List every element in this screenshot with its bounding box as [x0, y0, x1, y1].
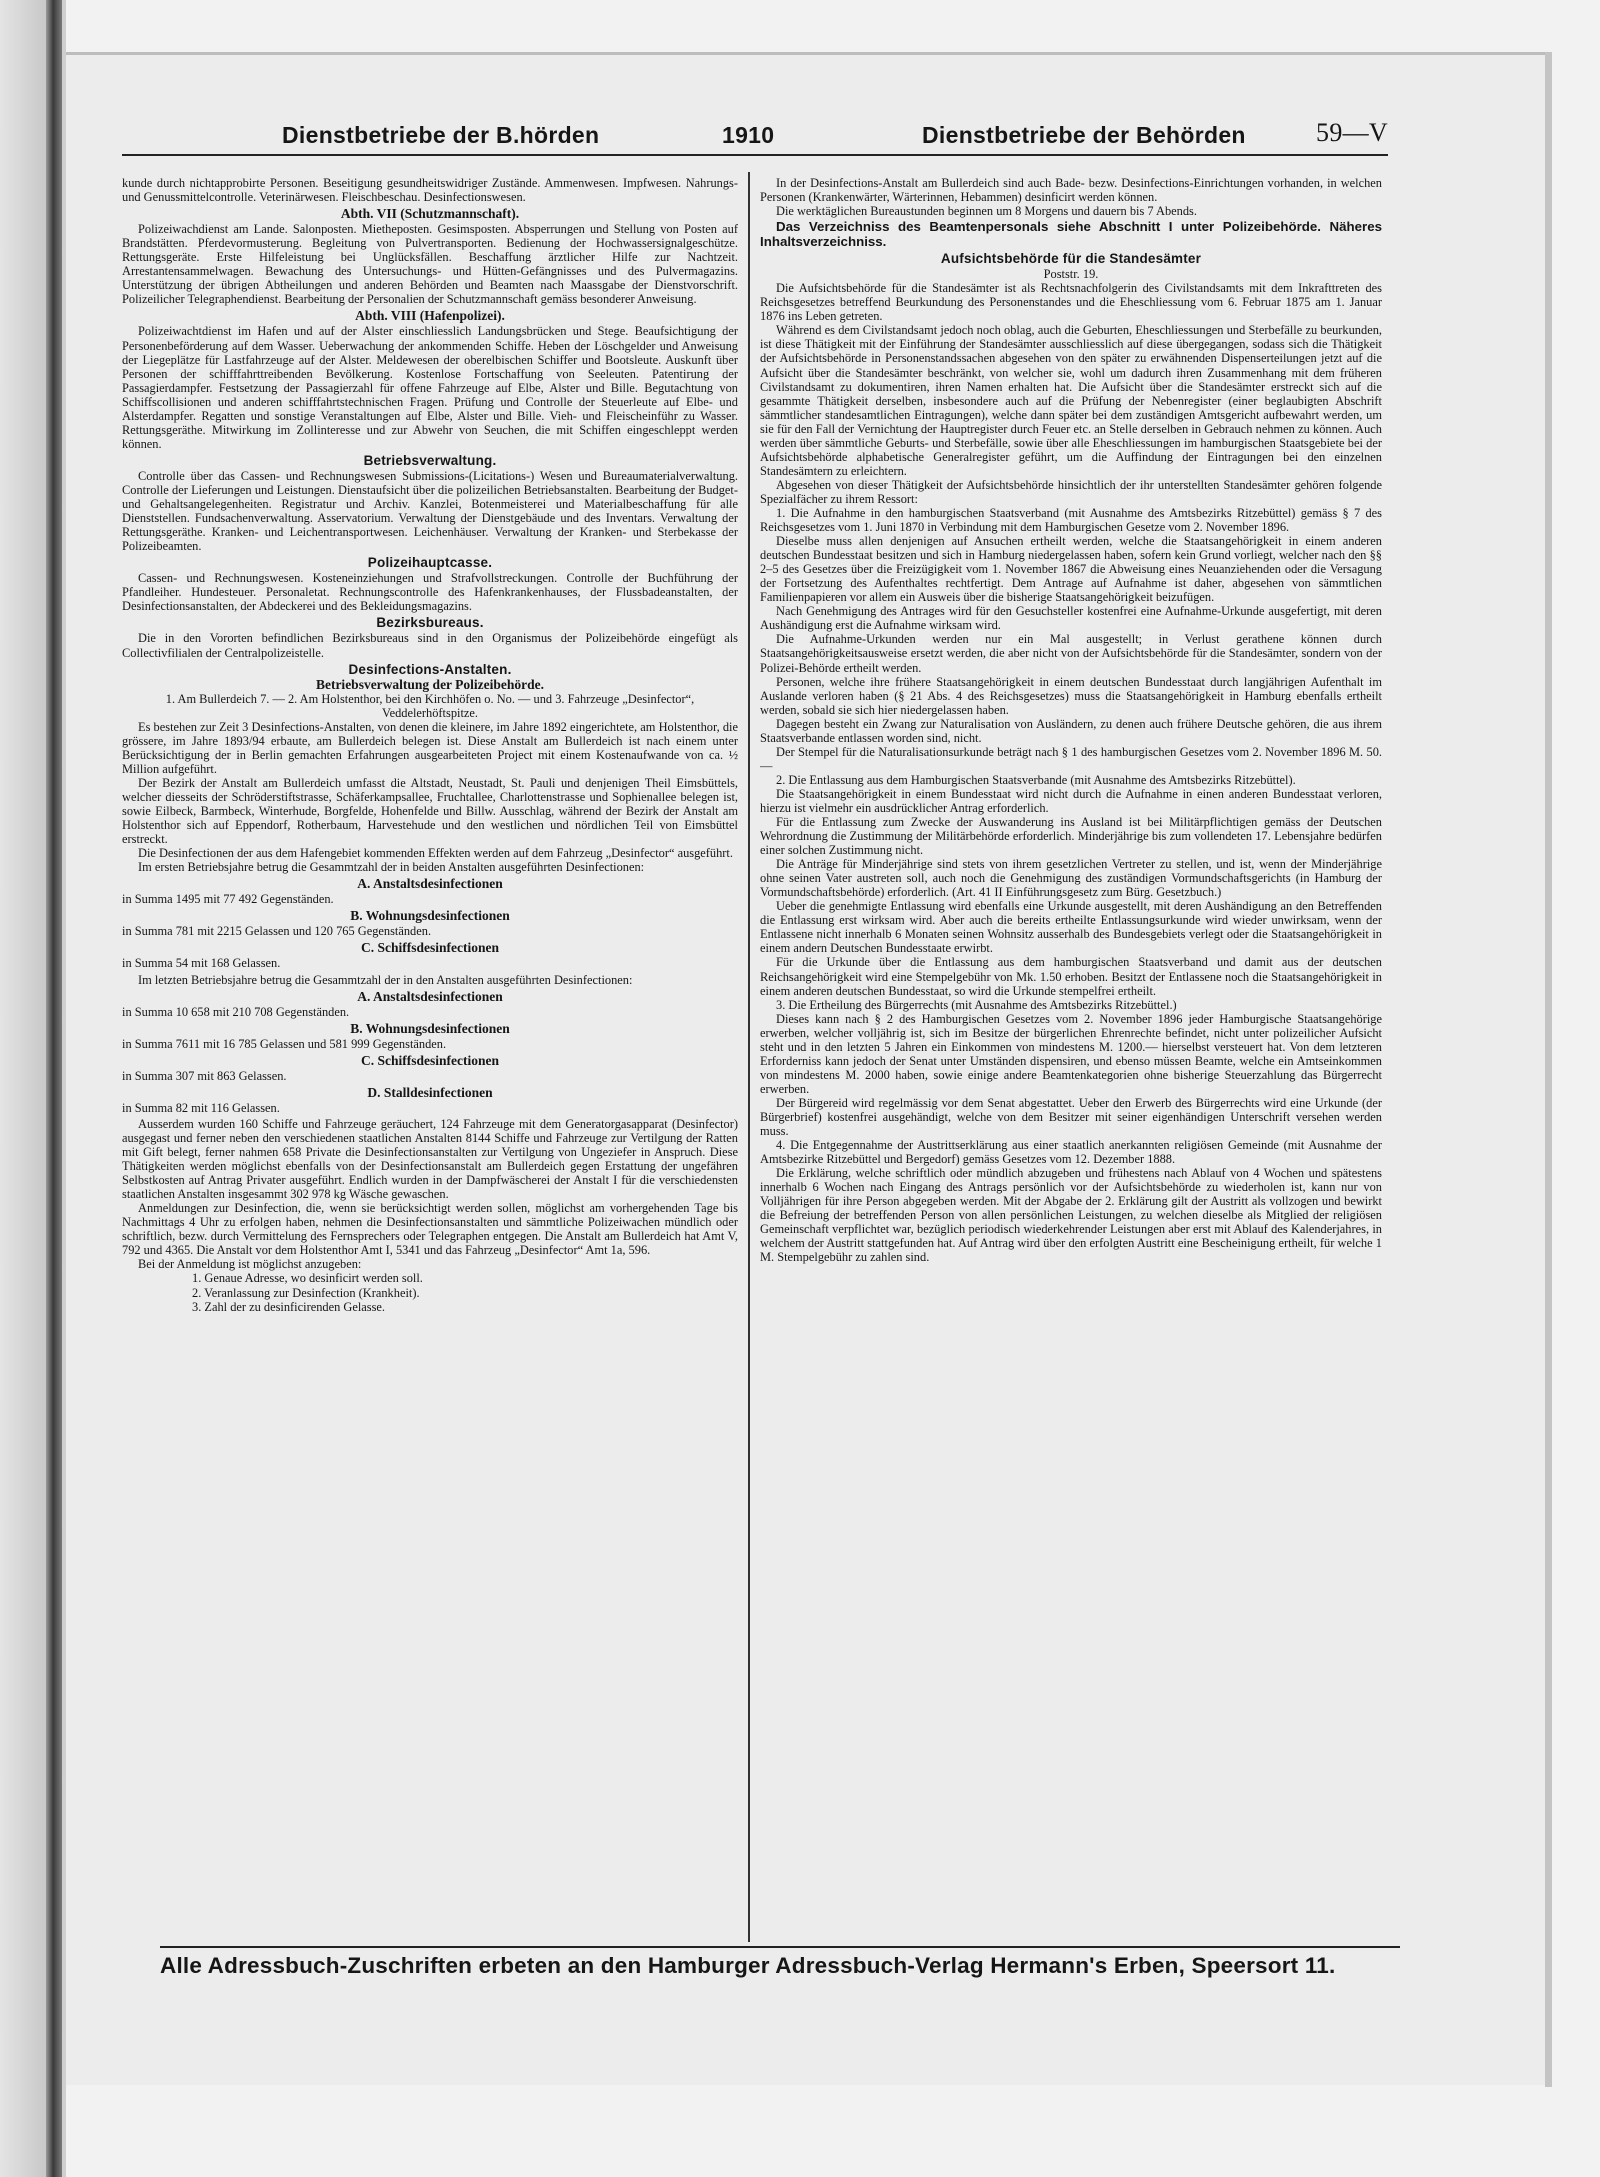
- paragraph: Die Anträge für Minderjährige sind stets von ihrem gesetzlichen Vertreter zu stellen, und ist, wenn der Minderjährige ohne seinen Vater austreten soll, auch noch die Genehmigung des zuständigen Vormundschaftsgerichts (in Hamburg der Vormundschaftsbehörde) erforderlich. (Art. 41 II Einführungsgesetz zum Bürg. Gesetzbuch.): [760, 857, 1382, 900]
- paragraph: Die Staatsangehörigkeit in einem Bundesstaat wird nicht durch die Aufnahme in einen anderen Bundesstaat verloren, hierzu ist vielmehr ein ausdrücklicher Antrag erforderlich.: [760, 786, 1382, 815]
- section-heading: A. Anstaltsdesinfectionen: [357, 876, 503, 892]
- paragraph: Ausserdem wurden 160 Schiffe und Fahrzeuge geräuchert, 124 Fahrzeuge mit dem Generatorgasapparat (Desinfector) ausgegast und ferner neben den verschiedenen staatlichen Anstalten 8144 Schiffe und Fahrzeuge zur Vertilgung der Ratten mit Gift belegt, ferner nahmen 658 Private die Desinfectionsanstalten zur Vertilgung von Ungeziefer in Anspruch. Diese Thätigkeiten werden möglichst ebenfalls von der Desinfectionsanstalt am Bullerdeich gegen Erstattung der ungefähren Selbstkosten auf Antrag Privater ausgeführt. Endlich wurden in der Dampfwäscherei der Anstalt I für die verschiedensten staatlichen Anstalten insgesammt 302 978 kg Wäsche gewaschen.: [122, 1116, 738, 1202]
- paragraph: In der Desinfections-Anstalt am Bullerdeich sind auch Bade- bezw. Desinfections-Einrichtungen vorhanden, in welchen Personen (Krankenwärter, Wärterinnen, Hebammen) desinficirt werden können.: [760, 176, 1382, 205]
- section-heading: Bezirksbureaus.: [376, 615, 484, 631]
- paragraph: Nach Genehmigung des Antrages wird für den Gesuchsteller kostenfrei eine Aufnahme-Urkunde ausgefertigt, mit deren Aushändigung erst die Aufnahme wirksam wird.: [760, 604, 1382, 633]
- paragraph: Bei der Anmeldung ist möglichst anzugeben:: [138, 1257, 362, 1272]
- list-item: 1. Genaue Adresse, wo desinficirt werden soll.: [192, 1271, 423, 1286]
- paragraph: 2. Die Entlassung aus dem Hamburgischen Staatsverbande (mit Ausnahme des Amtsbezirks Ritzebüttel).: [776, 772, 1296, 787]
- paragraph: Im letzten Betriebsjahre betrug die Gesammtzahl der in den Anstalten ausgeführten Desinfectionen:: [138, 972, 633, 987]
- section-heading: Betriebsverwaltung.: [363, 452, 497, 468]
- section-heading: Aufsichtsbehörde für die Standesämter: [940, 251, 1202, 267]
- section-heading: Abth. VIII (Hafenpolizei).: [355, 308, 505, 324]
- column-divider: [748, 172, 750, 1942]
- paragraph: Abgesehen von dieser Thätigkeit der Aufsichtsbehörde hinsichtlich der ihr unterstellten Standesämter gehören folgende Spezialfächer zu ihrem Ressort:: [760, 477, 1382, 506]
- paragraph: 4. Die Entgegennahme der Austrittserklärung aus einer staatlich anerkannten religiösen Gemeinde (mit Ausnahme der Amtsbezirke Ritzebüttel und Bergedorf) gemäss Gesetzes vom 12. Dezember 1888.: [760, 1138, 1382, 1167]
- statistic-line: in Summa 781 mit 2215 Gelassen und 120 765 Gegenständen.: [122, 924, 432, 939]
- paragraph: Polizeiwachtdienst im Hafen und auf der Alster einschliesslich Landungsbrücken und Stege. Beaufsichtigung der Personenbeförderung auf dem Wasser. Ueberwachung der ankommenden Schiffe. Heben der Löschgelder und Anweisung der Liegeplätze für Lastfahrzeuge auf der Alster. Meldewesen der oberelbischen Schiffer und Bootsleute. Auskunft über Personen der schifffahrttreibenden Bevölkerung. Kostenlose Fortschaffung von Seeleuten. Patentirung der Passagierdampfer. Festsetzung der Passagierzahl für offene Fahrzeuge auf Elbe, Alster und Bille. Begutachtung von Schiffscollisionen und anderen schifffahrtstechnischen Fragen. Prüfung und Controlle der Steuerleute auf Elbe- und Alsterdampfer. Regatten und sonstige Veranstaltungen auf Elbe, Alster und Bille. Vieh- und Fleischeinführ zu Wasser. Rettungsgeräthe. Mitwirkung im Zollinteresse und zur Abwehr von Seuchen, die mit Schiffen eingeschleppt werden können.: [122, 324, 738, 451]
- header-left-title: Dienstbetriebe der B.hörden: [282, 122, 600, 148]
- paragraph: Die in den Vororten befindlichen Bezirksbureaus sind in den Organismus der Polizeibehörde eingefügt als Collectivfilialen der Centralpolizeistelle.: [122, 631, 738, 660]
- right-column: [760, 176, 1382, 1938]
- statistic-line: in Summa 1495 mit 77 492 Gegenständen.: [122, 892, 334, 907]
- section-heading: Polizeihauptcasse.: [367, 555, 493, 571]
- statistic-line: in Summa 82 mit 116 Gelassen.: [122, 1100, 280, 1115]
- paragraph-continued: kunde durch nichtapprobirte Personen. Beseitigung gesundheitswidriger Zustände. Ammenwesen. Impfwesen. Nahrungs- und Genussmittelcontrolle. Veterinärwesen. Fleischbeschau. Desinfectionswesen.: [122, 176, 738, 205]
- paragraph: Dieses kann nach § 2 des Hamburgischen Gesetzes vom 2. November 1896 jeder Hamburgische Staatsangehörige erwerben, welcher volljährig ist, sich im Besitze der bürgerlichen Ehrenrechte befindet, nicht unter polizeilicher Aufsicht steht und in den letzten 5 Jahren ein Einkommen von mindestens M. 1200.— hierselbst versteuert hat. Von dem letzteren Erforderniss kann jedoch der Senat unter Umständen dispensiren, und ebenso müssen Beamte, welche ein Amtseinkommen von mindestens M. 2000 haben, sowie einige andere Beamtenkategorien ohne bisherige Steuerzahlung das Bürgerrecht erwerben.: [760, 1011, 1382, 1096]
- paragraph: Die Erklärung, welche schriftlich oder mündlich abzugeben und frühestens nach Ablauf von 4 Wochen und spätestens innerhalb 6 Wochen nach Eingang des Antrags persönlich vor der Aufsichtsbehörde zu wiederholen ist, kann nur von Volljährigen für ihre Person abgegeben werden. Mit der Abgabe der 2. Erklärung gilt der Austritt als vollzogen und bewirkt die Befreiung der betreffenden Person von allen persönlichen Leistungen, zu welchen dieselbe als Mitglied der religiösen Gemeinschaft verpflichtet war, bezüglich periodisch wiederkehrender Leistungen aber erst mit Ablauf des Kalenderjahres, in welchem der Austritt stattgefunden hat. Auf Antrag wird über den erfolgten Austritt eine Bescheinigung ertheilt, für welche 1 M. Stempelgebühr zu zahlen sind.: [760, 1166, 1382, 1265]
- paragraph: Polizeiwachdienst am Lande. Salonposten. Mietheposten. Gesimsposten. Absperrungen und Stellung von Posten auf Brandstätten. Pferdevormusterung. Begleitung von Pulvertransporten. Bedienung der Hochwassersignalgeschütze. Rettungsgeräte. Erste Hilfeleistung bei Unglücksfällen. Beschaffung ärztlicher Hilfe zur Nachtzeit. Arrestantensammelwagen. Bewachung des Untersuchungs- und Hütten-Gefängnisses und des Pulvermagazins. Unterstützung der übrigen Abtheilungen und anderen Behörden und Beamten nach Maassgabe der Dienstvorschrift. Polizeilicher Telegraphendienst. Bearbeitung der Personalien der Schutzmannschaft gemäss besonderer Anweisung.: [122, 222, 738, 307]
- centered-line: 1. Am Bullerdeich 7. — 2. Am Holstenthor, bei den Kirchhöfen o. No. — und 3. Fahrzeuge „Desinfector“, Veddelerhöftspitze.: [165, 691, 695, 720]
- paragraph: 1. Die Aufnahme in den hamburgischen Staatsverband (mit Ausnahme des Amtsbezirks Ritzebüttel) gemäss § 7 des Reichsgesetzes vom 1. Juni 1870 in Verbindung mit dem Hamburgischen Gesetze vom 2. November 1896.: [760, 505, 1382, 535]
- section-heading: A. Anstaltsdesinfectionen: [357, 988, 503, 1004]
- binding-shadow: [46, 0, 62, 2177]
- section-heading: Desinfections-Anstalten.: [348, 661, 512, 677]
- statistic-line: in Summa 307 mit 863 Gelassen.: [122, 1068, 287, 1083]
- paragraph: Die Desinfectionen der aus dem Hafengebiet kommenden Effekten werden auf dem Fahrzeug „Desinfector“ ausgeführt.: [138, 846, 733, 861]
- section-heading: C. Schiffsdesinfectionen: [361, 1052, 499, 1068]
- statistic-line: in Summa 7611 mit 16 785 Gelassen und 581 999 Gegenständen.: [122, 1036, 447, 1051]
- paragraph: Für die Urkunde über die Entlassung aus dem hamburgischen Staatsverband und damit aus der deutschen Reichsangehörigkeit wird eine Stempelgebühr von Mk. 1.50 erhoben. Besitzt der Entlassene noch die Staatsangehörigkeit in einem anderen deutschen Bundesstaat, so wird die Urkunde stempelfrei ertheilt.: [760, 955, 1382, 998]
- page-number: 59—V: [1316, 118, 1388, 147]
- centered-line: Poststr. 19.: [1043, 267, 1099, 282]
- section-heading: Abth. VII (Schutzmannschaft).: [340, 206, 520, 222]
- left-column: [122, 176, 738, 1938]
- header-right-title: Dienstbetriebe der Behörden: [922, 122, 1246, 148]
- section-heading: D. Stalldesinfectionen: [367, 1084, 493, 1100]
- book-gutter: [0, 0, 66, 2177]
- paragraph: Der Stempel für die Naturalisationsurkunde beträgt nach § 1 des hamburgischen Gesetzes vom 2. November 1896 M. 50.—: [760, 744, 1382, 773]
- paragraph: Es bestehen zur Zeit 3 Desinfections-Anstalten, von denen die kleinere, im Jahre 1892 eingerichtete, am Holstenthor, die grössere, im Jahre 1893/94 erbaute, am Bullerdeich belegen ist. Diese Anstalt am Bullerdeich ist nach einem unter Berücksichtigung der in Berlin gemachten Erfahrungen ausgearbeiteten Project mit einem Kostenaufwande von ca. ½ Million aufgeführt.: [122, 719, 738, 776]
- paragraph: Dieselbe muss allen denjenigen auf Ansuchen ertheilt werden, welche die Staatsangehörigkeit in einem anderen deutschen Bundesstaat besitzen und sich in Hamburg niedergelassen haben, sofern kein Grund vorliegt, welcher nach den §§ 2–5 des Gesetzes über die Freizügigkeit vom 1. November 1867 die Abweisung eines Neuanziehenden oder die Versagung der Fortsetzung des Aufenthaltes rechtfertigt. Dem Antrage auf Aufnahme ist daher, abgesehen von sämmtlichen Familienpapieren vor allem ein Ausweis über die bisherige Staatsangehörigkeit beizufügen.: [760, 534, 1382, 605]
- paragraph: Cassen- und Rechnungswesen. Kosteneinziehungen und Strafvollstreckungen. Controlle der Buchführung der Pfandleiher. Hundesteuer. Personaletat. Rechnungscontrolle des Hafenkrankenhauses, der Flussbadeanstalten, der Desinfectionsanstalten, der Abdeckerei und des Bekleidungsmagazins.: [122, 571, 738, 614]
- paragraph: 3. Die Ertheilung des Bürgerrechts (mit Ausnahme des Amtsbezirks Ritzebüttel.): [776, 997, 1177, 1012]
- paragraph: Für die Entlassung zum Zwecke der Auswanderung ins Ausland ist bei Militärpflichtigen gemäss der Deutschen Wehrordnung die Zustimmung der Militärbehörde erforderlich. Minderjährige bis zum vollendeten 17. Lebensjahre bedürfen einer solchen Zustimmung nicht.: [760, 815, 1382, 858]
- header-year: 1910: [722, 122, 775, 148]
- statistic-line: in Summa 10 658 mit 210 708 Gegenständen.: [122, 1004, 350, 1019]
- adjacent-page-edge: [0, 0, 46, 2177]
- paragraph: Im ersten Betriebsjahre betrug die Gesammtzahl der in beiden Anstalten ausgeführten Desinfectionen:: [138, 860, 645, 875]
- section-heading: B. Wohnungsdesinfectionen: [350, 1020, 510, 1036]
- reference-note: Das Verzeichniss des Beamtenpersonals siehe Abschnitt I unter Polizeibehörde. Näheres Inhaltsverzeichniss.: [760, 219, 1382, 249]
- paragraph: Anmeldungen zur Desinfection, die, wenn sie berücksichtigt werden sollen, möglichst am vorhergehenden Tage bis Nachmittags 4 Uhr zu erfolgen haben, nehmen die Desinfectionsanstalten und sämmtliche Polizeiwachen mündlich oder schriftlich, bezw. durch Vermittelung des Fernsprechers oder Telegraphen entgegen. Die Anstalt am Bullerdeich hat Amt V, 792 und 4365. Die Anstalt vor dem Holstenthor Amt I, 5341 und das Fahrzeug „Desinfector“ Amt 1a, 596.: [122, 1201, 738, 1258]
- paragraph: Die Aufsichtsbehörde für die Standesämter ist als Rechtsnachfolgerin des Civilstandsamts mit dem Inkrafttreten des Reichsgesetzes betreffend Beurkundung des Personenstandes und die Eheschliessung vom 6. Februar 1875 am 1. Januar 1876 ins Leben getreten.: [760, 281, 1382, 324]
- paragraph: Der Bürgereid wird regelmässig vor dem Senat abgestattet. Ueber den Erwerb des Bürgerrechts wird eine Urkunde (der Bürgerbrief) kostenfrei ausgehändigt, welche von dem Besitzer mit seiner eigenhändigen Unterschrift versehen werden muss.: [760, 1095, 1382, 1139]
- running-header: [122, 118, 1388, 156]
- section-heading: B. Wohnungsdesinfectionen: [350, 908, 510, 924]
- paragraph: Der Bezirk der Anstalt am Bullerdeich umfasst die Altstadt, Neustadt, St. Pauli und denjenigen Theil Eimsbüttels, welcher diesseits der Schröderstiftstrasse, Schäferkampsallee, Fruchtallee, Charlottenstrasse und Sophienallee belegen ist, sowie Eilbeck, Barmbeck, Winterhude, Borgfelde, Hohenfelde und Billw. Ausschlag, während der Bezirk der Anstalt am Holstenthor sich auf Eppendorf, Rotherbaum, Harvestehude und den westlichen und nördlichen Teil von Eimsbüttel erstreckt.: [122, 775, 738, 847]
- paragraph: Während es dem Civilstandsamt jedoch noch oblag, auch die Geburten, Eheschliessungen und Sterbefälle zu beurkunden, ist diese Thätigkeit mit der Einführung der Standesämter ausschliesslich auf diese übergegangen, sodass sich die Thätigkeit der Aufsichtsbehörde in Personenstandssachen abgesehen von den später zu erwähnenden Dispenserteilungen jetzt auf die Aufsicht über die Standesämter beschränkt, von welcher sie, wohl um dadurch ihren Zusammenhang mit dem früheren Civilstandsamt zu dokumentiren, ihren Namen erhalten hat. Die Aufsicht über die Standesämter erstreckt sich auf die gesammte Thätigkeit derselben, insbesondere auch auf die Prüfung der Nebenregister (einer beglaubigten Abschrift sämmtlicher standesamtlichen Eintragungen), welche dann später bei dem zuständigen Amtsgericht aufbewahrt werden, um sie für den Fall der Vernichtung der Hauptregister durch Feuer etc. an Stelle derselben in Gebrauch nehmen zu können. Auch werden über sämmtliche Geburts- und Sterbefälle, sowie über alle Eheschliessungen im hamburgischen Staatsgebiete bei der Aufsichtsbehörde alphabetische Generalregister geführt, um die Auffindung der Eintragungen bei den einzelnen Standesämtern zu erleichtern.: [760, 323, 1382, 478]
- paragraph: Die werktäglichen Bureaustunden beginnen um 8 Morgens und dauern bis 7 Abends.: [776, 204, 1197, 219]
- list-item: 3. Zahl der zu desinficirenden Gelasse.: [192, 1299, 386, 1314]
- section-heading: C. Schiffsdesinfectionen: [361, 940, 499, 956]
- paragraph: Controlle über das Cassen- und Rechnungswesen Submissions-(Licitations-) Wesen und Bureaumaterialverwaltung. Controlle der Lieferungen und Leistungen. Dienstaufsicht über die polizeilichen Betriebsanstalten. Bearbeitung der Budget- und Gehaltsangelegenheiten. Registratur und Archiv. Kanzlei, Botenmeisterei und Materialbeschaffung für alle Dienststellen. Fundsachenverwaltung. Asservatorium. Verwaltung der Dienstgebäude und des Inventars. Verwaltung der Rettungsgeräthe. Kranken- und Leichentransportwesen. Leichenhäuser. Verwaltung der Kranken- und Sterbekasse der Polizeibeamten.: [122, 468, 738, 554]
- list-item: 2. Veranlassung zur Desinfection (Krankheit).: [192, 1285, 420, 1300]
- paragraph: Ueber die genehmigte Entlassung wird ebenfalls eine Urkunde ausgestellt, mit deren Aushändigung an den Betreffenden die Entlassung erst wirksam wird. Aber auch die bereits ertheilte Entlassungsurkunde wird wieder unwirksam, wenn der Entlassene nicht innerhalb 6 Monaten seinen Wohnsitz ausserhalb des Bundesgebiets verlegt oder die Staatsangehörigkeit in einem andern Deutschen Bundesstaate erwirbt.: [760, 899, 1382, 956]
- page-right-shadow: [1545, 52, 1552, 2087]
- statistic-line: in Summa 54 mit 168 Gelassen.: [122, 956, 281, 971]
- paragraph: Personen, welche ihre frühere Staatsangehörigkeit in einem deutschen Bundesstaat durch langjährigen Aufenthalt im Auslande verloren haben (§ 21 Abs. 4 des Reichsgesetzes) muss die Staatsangehörigkeit in Hamburg ebenfalls ertheilt werden, sobald sie sich hier niedergelassen haben.: [760, 674, 1382, 717]
- paragraph: Dagegen besteht ein Zwang zur Naturalisation von Ausländern, zu denen auch frühere Deutsche gehören, die aus ihrem Staatsverbande entlassen worden sind, nicht.: [760, 716, 1382, 745]
- paragraph: Die Aufnahme-Urkunden werden nur ein Mal ausgestellt; in Verlust gerathene können durch Staatsangehörigkeitsausweise ersetzt werden, die aber nicht von der Aufsichtsbehörde für die Standesämter, sondern von der Polizei-Behörde ertheilt werden.: [760, 632, 1382, 675]
- subheading: Betriebsverwaltung der Polizeibehörde.: [315, 676, 545, 692]
- publisher-footer: Alle Adressbuch-Zuschriften erbeten an den Hamburger Adressbuch-Verlag Hermann's Erben, Speersort 11.: [160, 1946, 1400, 1979]
